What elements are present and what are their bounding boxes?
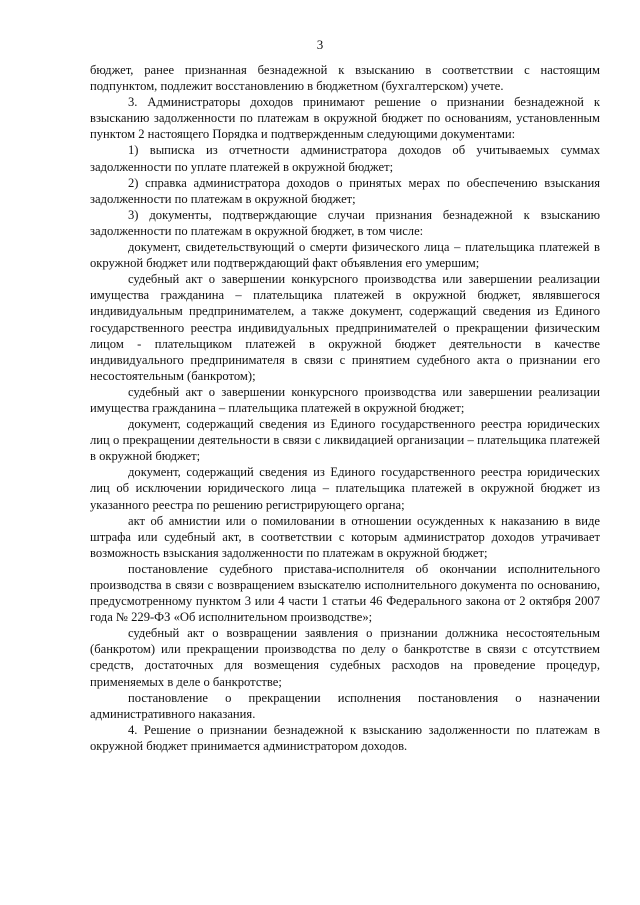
- paragraph-death-document: документ, свидетельствующий о смерти физического лица – плательщика платежей в окружной бюджет или подтверждающий факт объявления его умершим;: [90, 240, 600, 271]
- page-number: 3: [316, 37, 324, 52]
- document-body: [90, 62, 600, 754]
- paragraph-registry-exclusion: документ, содержащий сведения из Единого государственного реестра юридических лиц об исключении юридического лица – плательщика платежей в окружной бюджет из указанного реестра по решению регистрирующего органа;: [90, 465, 600, 512]
- paragraph-continuation: бюджет, ранее признанная безнадежной к взысканию в соответствии с настоящим подпунктом, подлежит восстановлению в бюджетном (бухгалтерском) учете.: [90, 63, 600, 94]
- paragraph-item-3: 3. Администраторы доходов принимают решение о признании безнадежной к взысканию задолженности по платежам в окружной бюджет по основаниям, установленным пунктом 2 настоящего Порядка и подтвержденным следующими документами:: [90, 95, 600, 142]
- paragraph-subitem-1: 1) выписка из отчетности администратора доходов об учитываемых суммах задолженности по уплате платежей в окружной бюджет;: [90, 143, 600, 174]
- paragraph-bankruptcy-entrepreneur: судебный акт о завершении конкурсного производства или завершении реализации имущества гражданина – плательщика платежей в окружной бюджет, являвшегося индивидуальным предпринимателем, а также документ, содержащий сведения из Единого государственного реестра индивидуальных предпринимателей о прекращении физическим лицом - плательщиком платежей в окружной бюджет деятельности в качестве индивидуального предпринимателя в связи с принятием судебного акта о признании его несостоятельным (банкротом);: [90, 272, 600, 383]
- paragraph-bankruptcy-citizen: судебный акт о завершении конкурсного производства или завершении реализации имущества гражданина – плательщика платежей в окружной бюджет;: [90, 384, 600, 415]
- paragraph-subitem-3: 3) документы, подтверждающие случаи признания безнадежной к взысканию задолженности по платежам в окружной бюджет, в том числе:: [90, 207, 600, 238]
- paragraph-item-4: 4. Решение о признании безнадежной к взысканию задолженности по платежам в окружной бюджет принимается администратором доходов.: [90, 722, 600, 753]
- paragraph-subitem-2: 2) справка администратора доходов о принятых мерах по обеспечению взыскания задолженности по платежам в окружной бюджет;: [90, 175, 600, 206]
- paragraph-liquidation: документ, содержащий сведения из Единого государственного реестра юридических лиц о прекращении деятельности в связи с ликвидацией организации – плательщика платежей в окружной бюджет;: [90, 417, 600, 464]
- paragraph-bailiff-resolution: постановление судебного пристава-исполнителя об окончании исполнительного производства в связи с возвращением взыскателю исполнительного документа по основанию, предусмотренному пунктом 3 или 4 части 1 статьи 46 Федерального закона от 2 октября 2007 года № 229-ФЗ «Об исполнительном производстве»;: [90, 561, 600, 625]
- paragraph-penalty-termination: постановление о прекращении исполнения постановления о назначении административного наказания.: [90, 690, 600, 721]
- paragraph-amnesty: акт об амнистии или о помиловании в отношении осужденных к наказанию в виде штрафа или судебный акт, в соответствии с которым администратор доходов утрачивает возможность взыскания задолженности по платежам в окружной бюджет;: [90, 513, 600, 560]
- paragraph-bankruptcy-claim-return: судебный акт о возвращении заявления о признании должника несостоятельным (банкротом) или прекращении производства по делу о банкротстве в связи с отсутствием средств, достаточных для возмещения судебных расходов на проведение процедур, применяемых в деле о банкротстве;: [90, 626, 600, 689]
